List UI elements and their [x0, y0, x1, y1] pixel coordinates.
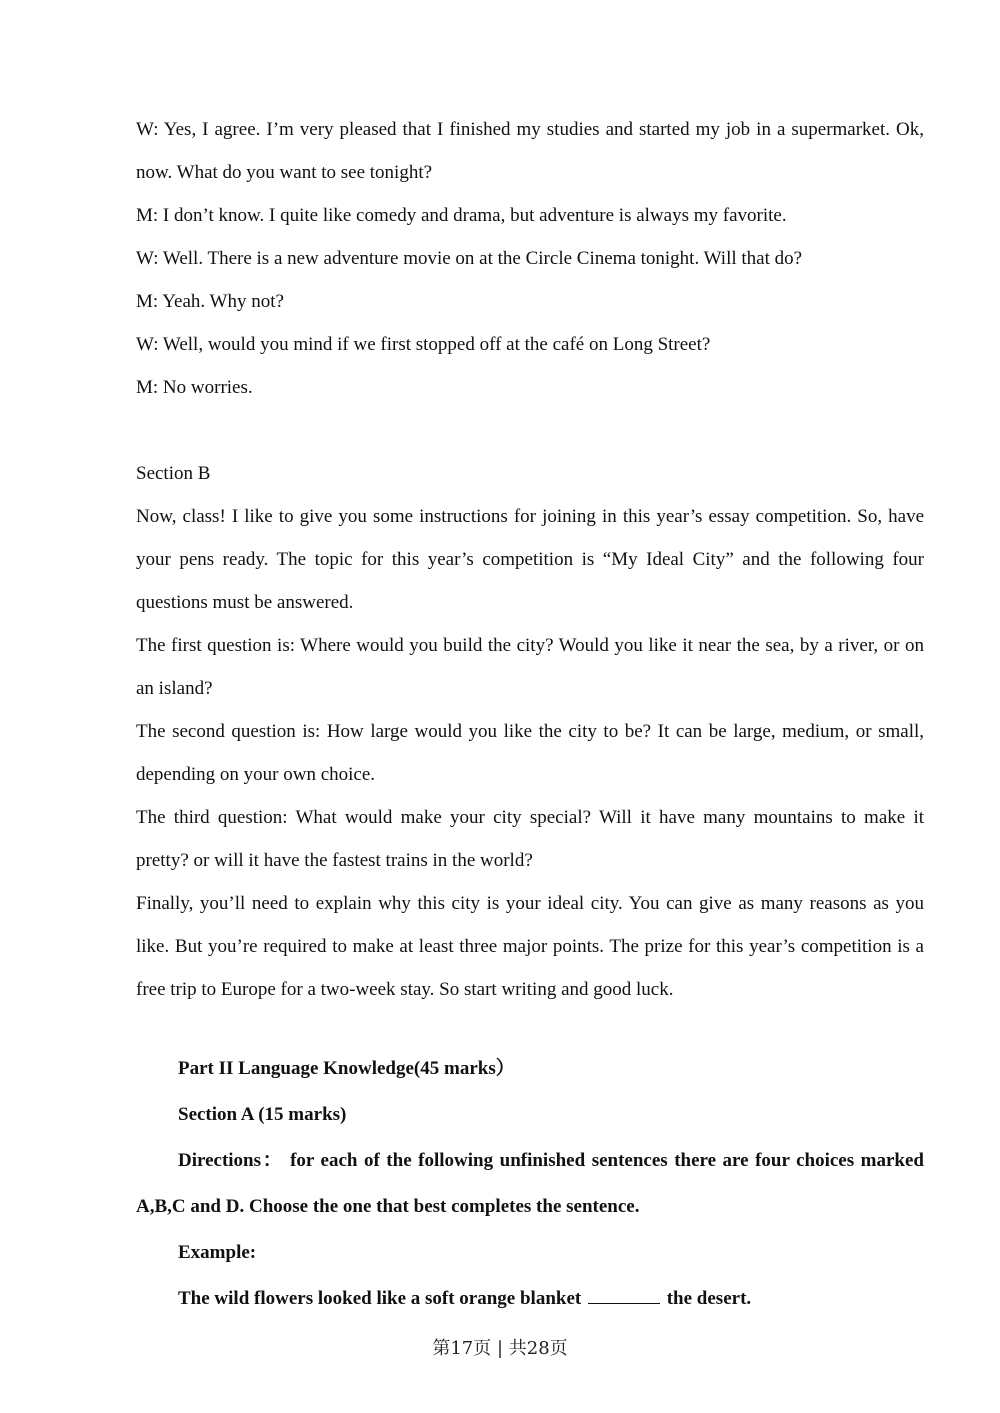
section-b-heading: Section B	[136, 463, 211, 484]
dialogue-line: M: Yeah. Why not?	[136, 291, 284, 312]
part-title: Part II Language Knowledge(45 marks）	[178, 1058, 515, 1079]
example-label: Example:	[178, 1242, 257, 1263]
dialogue-line: W: Well. There is a new adventure movie on at the Circle Cinema tonight. Will that do?	[136, 248, 803, 269]
example-text-before: The wild flowers looked like a soft orange blanket	[178, 1288, 586, 1309]
directions-label: Directions：	[178, 1150, 284, 1171]
section-b-paragraph: The third question: What would make your city special? Will it have many mountains to make it pretty? or will it have the fastest trains in the world?	[136, 807, 924, 871]
section-b-paragraph: The first question is: Where would you build the city? Would you like it near the sea, by a river, or on an island?	[136, 635, 924, 699]
spacer	[136, 409, 924, 452]
directions	[136, 1138, 924, 1230]
section-b-paragraph: Now, class! I like to give you some instructions for joining in this year’s essay competition. So, have your pens ready. The topic for this year’s competition is “My Ideal City” and the following four questions must be answered.	[136, 506, 924, 613]
dialogue-line: W: Well, would you mind if we first stopped off at the café on Long Street?	[136, 334, 711, 355]
example-text-after: the desert.	[661, 1288, 752, 1309]
section-b-paragraph: Finally, you’ll need to explain why this city is your ideal city. You can give as many reasons as you like. But you’re required to make at least three major points. The prize for this year’s competition is a free trip to Europe for a two-week stay. So start writing and good luck.	[136, 893, 924, 1000]
dialogue-line: M: I don’t know. I quite like comedy and drama, but adventure is always my favorite.	[136, 205, 787, 226]
spacer	[136, 1011, 924, 1046]
example-sentence	[136, 1276, 924, 1322]
answer-blank	[588, 1287, 660, 1304]
page-footer: 第17页 | 共28页	[432, 1338, 568, 1359]
section-a-heading: Section A (15 marks)	[178, 1104, 347, 1125]
page-content	[136, 108, 924, 1322]
section-b-paragraph: The second question is: How large would you like the city to be? It can be large, medium, or small, depending on your own choice.	[136, 721, 924, 785]
dialogue-line: W: Yes, I agree. I’m very pleased that I finished my studies and started my job in a supermarket. Ok, now. What do you want to see tonight?	[136, 119, 924, 183]
dialogue-line: M: No worries.	[136, 377, 253, 398]
directions-text: for each of the following unfinished sentences there are four choices marked A,B,C and D. Choose the one that best completes the sentence.	[136, 1150, 924, 1217]
